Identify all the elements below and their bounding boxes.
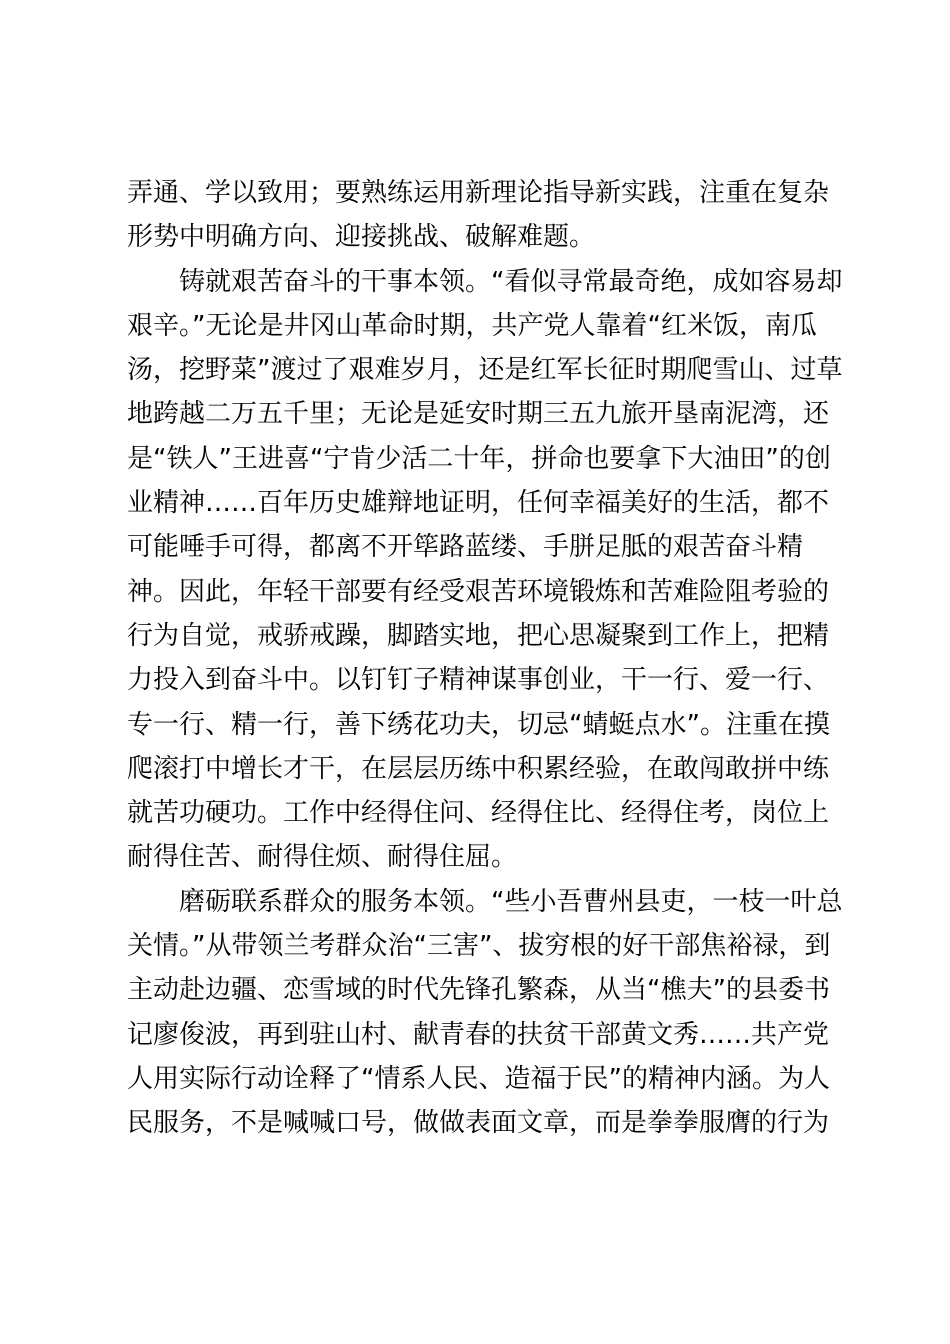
text-line: 地跨越二万五千里；无论是延安时期三五九旅开垦南泥湾，还	[127, 399, 830, 430]
text-line: 可能唾手可得，都离不开筚路蓝缕、手胼足胝的艰苦奋斗精	[127, 532, 804, 563]
text-line: 专一行、精一行，善下绣花功夫，切忌“蜻蜓点水”。注重在摸	[127, 709, 830, 740]
paragraph-first-line: 磨砺联系群众的服务本领。“些小吾曹州县吏，一枝一叶总	[179, 886, 843, 917]
text-line: 弄通、学以致用；要熟练运用新理论指导新实践，注重在复杂	[127, 178, 830, 208]
text-line: 神。因此，年轻干部要有经受艰苦环境锻炼和苦难险阻考验的	[127, 576, 830, 607]
text-line: 就苦功硬功。工作中经得住问、经得住比、经得住考，岗位上	[127, 798, 830, 829]
text-line: 形势中明确方向、迎接挑战、破解难题。	[127, 222, 596, 253]
text-line: 爬滚打中增长才干，在层层历练中积累经验，在敢闯敢拼中练	[127, 753, 830, 784]
text-line: 主动赴边疆、恋雪域的时代先锋孔繁森，从当“樵夫”的县委书	[127, 975, 830, 1006]
text-line: 是“铁人”王进喜“宁肯少活二十年，拼命也要拿下大油田”的创	[127, 443, 831, 474]
text-line: 关情。”从带领兰考群众治“三害”、拔穷根的好干部焦裕禄，到	[127, 931, 831, 962]
text-line: 汤，挖野菜”渡过了艰难岁月，还是红军长征时期爬雪山、过草	[127, 355, 843, 386]
text-line: 行为自觉，戒骄戒躁，脚踏实地，把心思凝聚到工作上，把精	[127, 620, 830, 651]
text-line: 民服务，不是喊喊口号，做做表面文章，而是拳拳服膺的行为	[127, 1108, 830, 1139]
text-line: 力投入到奋斗中。以钉钉子精神谋事创业，干一行、爱一行、	[127, 665, 830, 696]
text-line: 人用实际行动诠释了“情系人民、造福于民”的精神内涵。为人	[127, 1063, 830, 1094]
text-line: 耐得住苦、耐得住烦、耐得住屈。	[127, 842, 518, 873]
text-line: 业精神……百年历史雄辩地证明，任何幸福美好的生活，都不	[127, 488, 830, 519]
text-line: 艰辛。”无论是井冈山革命时期，共产党人靠着“红米饭，南瓜	[127, 310, 817, 341]
paragraph-first-line: 铸就艰苦奋斗的干事本领。“看似寻常最奇绝，成如容易却	[179, 266, 843, 297]
body-text	[127, 171, 843, 1146]
text-line: 记廖俊波，再到驻山村、献青春的扶贫干部黄文秀……共产党	[127, 1019, 830, 1050]
